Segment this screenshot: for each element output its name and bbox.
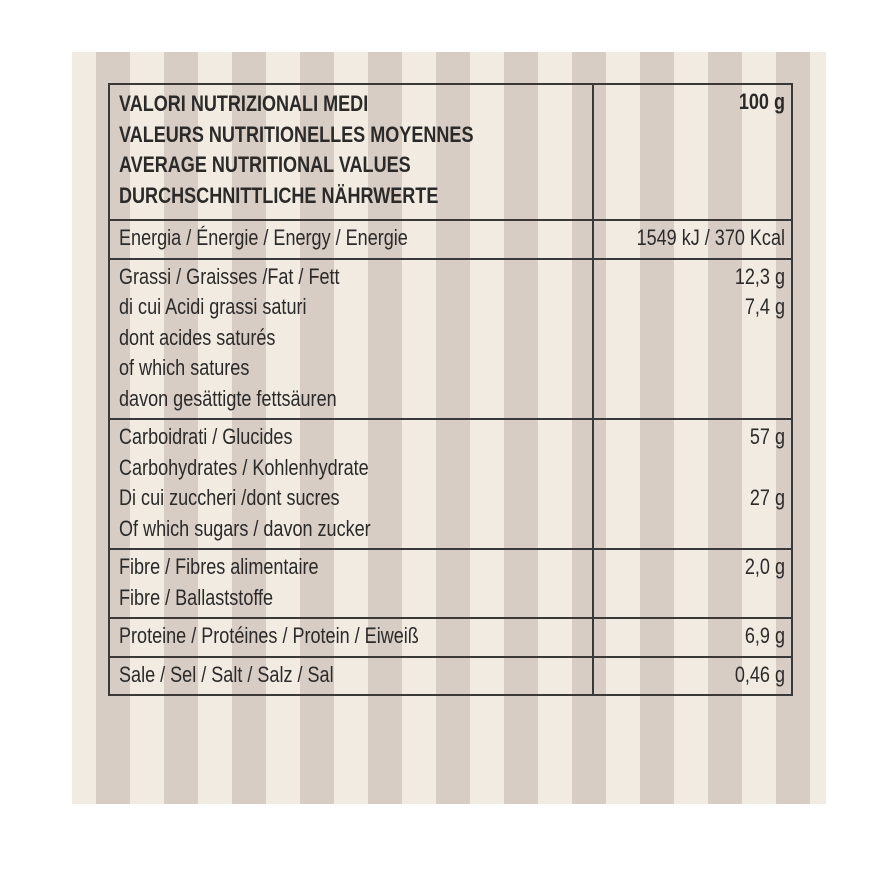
row-value: 1549 kJ / 370 Kcal: [636, 225, 785, 250]
row-value-cell: [593, 549, 792, 618]
row-value: 12,3 g: [734, 263, 785, 289]
row-value: 2,0 g: [744, 554, 785, 579]
table-row-carbohydrates: [109, 419, 792, 549]
row-label-cell: [109, 220, 593, 259]
row-label: Carbohydrates / Kohlenhydrate: [119, 454, 369, 480]
row-value: 7,4 g: [744, 294, 785, 319]
table-row-energy: [109, 220, 792, 259]
row-label: Carboidrati / Glucides: [119, 424, 293, 449]
header-title-fr: VALEURS NUTRITIONELLES MOYENNES: [119, 121, 474, 147]
row-label: Di cui zuccheri /dont sucres: [119, 485, 340, 510]
row-label: Sale / Sel / Salt / Salz / Sal: [119, 661, 334, 687]
row-label-cell: [109, 549, 593, 618]
nutrition-panel: [72, 52, 826, 804]
row-value-cell: [593, 419, 792, 549]
row-label: Fibre / Ballaststoffe: [119, 584, 274, 610]
header-title-en: AVERAGE NUTRITIONAL VALUES: [119, 152, 411, 177]
row-label-cell: [109, 419, 593, 549]
table-row-fat: [109, 259, 792, 420]
row-label-cell: [109, 259, 593, 420]
row-label: Proteine / Protéines / Protein / Eiweiß: [119, 623, 419, 648]
header-per-100g: 100 g: [738, 89, 785, 114]
row-value-spacer: [600, 453, 785, 484]
header-per-cell: [593, 84, 792, 220]
row-label: Grassi / Graisses /Fat / Fett: [119, 263, 340, 289]
row-label: Fibre / Fibres alimentaire: [119, 554, 319, 579]
row-value-cell: [593, 259, 792, 420]
row-label: dont acides saturés: [119, 324, 276, 350]
row-value-cell: [593, 657, 792, 696]
row-value-cell: [593, 220, 792, 259]
table-row-protein: [109, 618, 792, 657]
row-label: Energia / Énergie / Energy / Energie: [119, 225, 408, 250]
row-label-cell: [109, 657, 593, 696]
header-title-cell: [109, 84, 593, 220]
table-header-row: [109, 84, 792, 220]
row-value-cell: [593, 618, 792, 657]
row-value: 57 g: [749, 424, 785, 449]
row-label: davon gesättigte fettsäuren: [119, 385, 337, 411]
row-value: 27 g: [749, 485, 785, 510]
row-label: Of which sugars / davon zucker: [119, 515, 371, 541]
row-label: di cui Acidi grassi saturi: [119, 294, 307, 319]
nutrition-table: [108, 83, 793, 696]
row-value: 0,46 g: [734, 661, 785, 687]
row-label-cell: [109, 618, 593, 657]
header-title-it: VALORI NUTRIZIONALI MEDI: [119, 91, 369, 116]
row-label: of which satures: [119, 355, 250, 380]
row-value: 6,9 g: [744, 623, 785, 648]
header-title-de: DURCHSCHNITTLICHE NÄHRWERTE: [119, 182, 439, 208]
table-row-fibre: [109, 549, 792, 618]
table-row-salt: [109, 657, 792, 696]
